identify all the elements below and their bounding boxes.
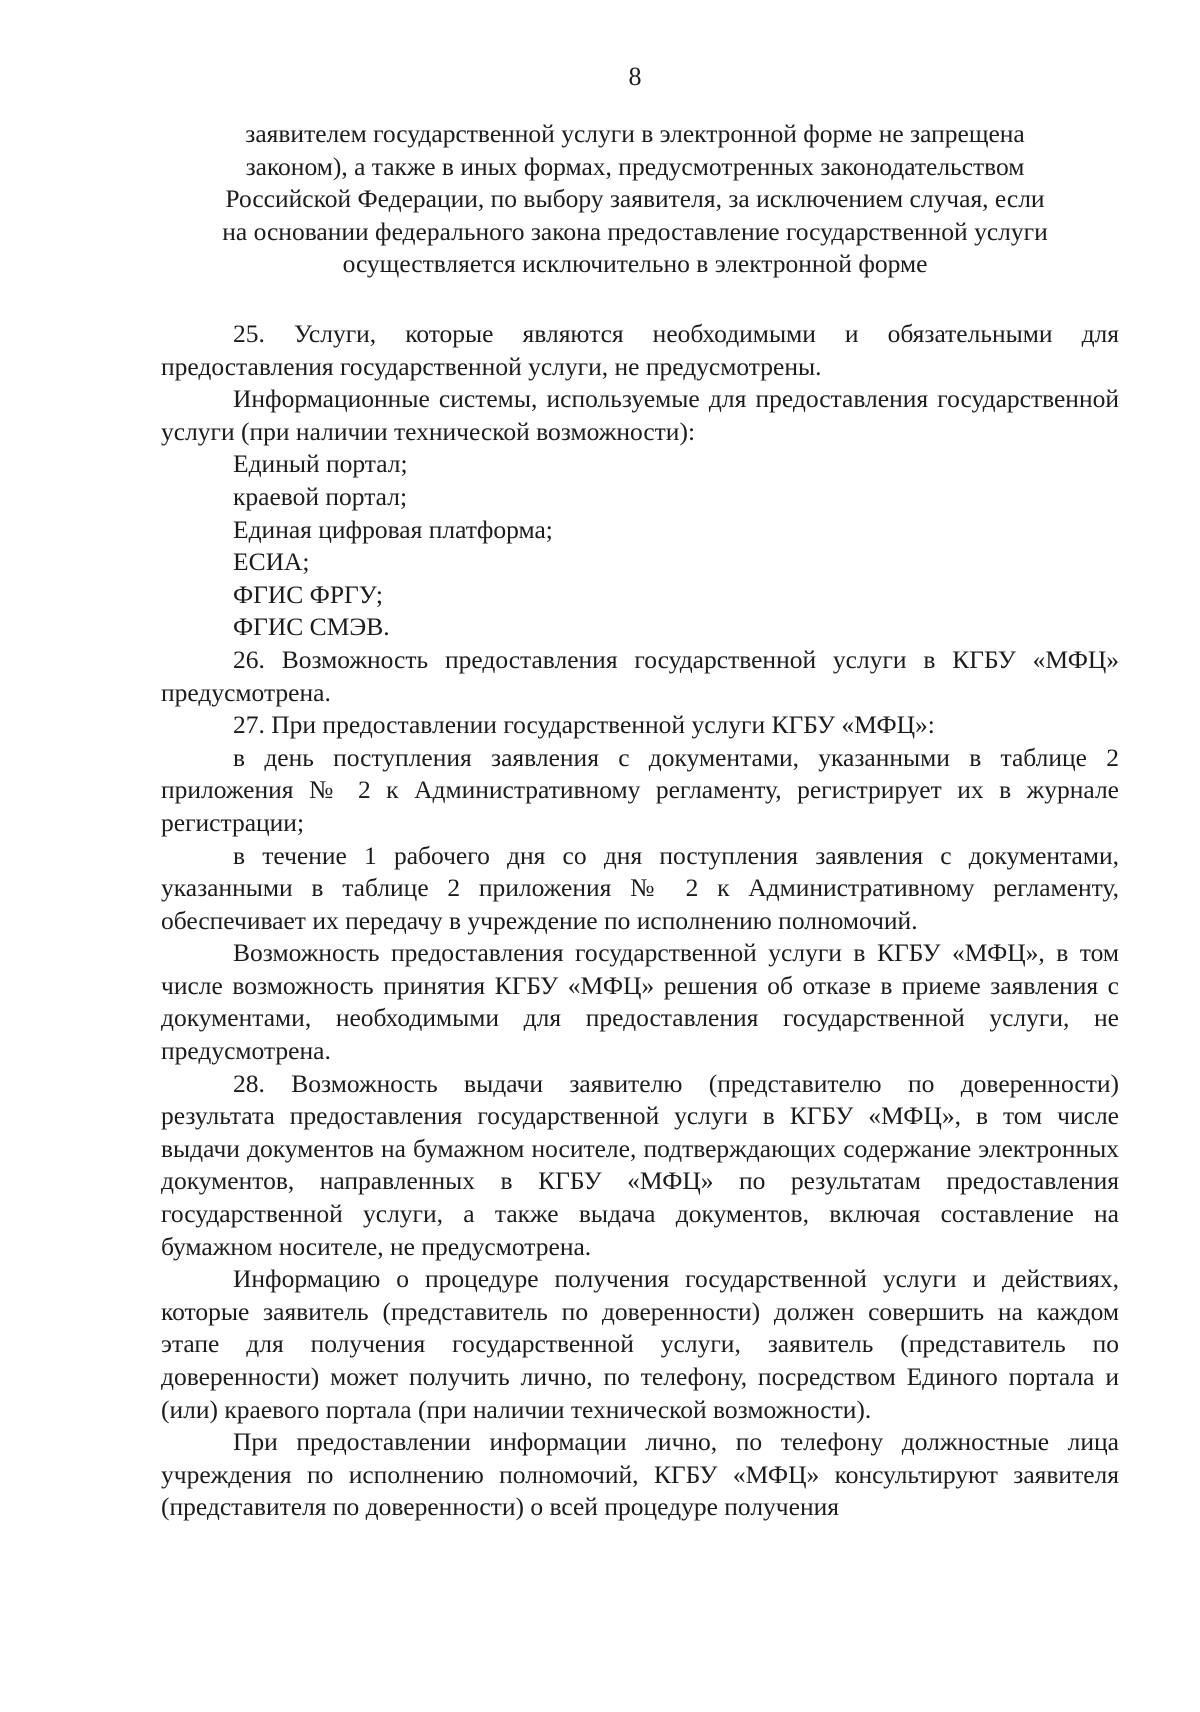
heading-line: законом), а также в иных формах, предусмотренных законодательством [245, 151, 1025, 181]
system-list-item: ЕСИА; [233, 547, 310, 577]
paragraph-28-consult: При предоставлении информации лично, по телефону должностные лица учреждения по исполнению полномочий, КГБУ «МФЦ» консультируют заявителя (представителя по доверенности) о всей процедуре получения [161, 1427, 1119, 1522]
information-systems-intro: Информационные системы, используемые для предоставления государственной услуги (при наличии технической возможности): [161, 384, 1119, 446]
paragraph-28: 28. Возможность выдачи заявителю (представителю по доверенности) результата предоставления государственной услуги в КГБУ «МФЦ», в том числе выдачи документов на бумажном носителе, подтверждающих содержание электронных документов, направленных в КГБУ «МФЦ» по результатам предоставления государственной услуги, а также выдача документов, включая составление на бумажном носителе, не предусмотрена. [161, 1068, 1119, 1261]
paragraph-26: 26. Возможность предоставления государственной услуги в КГБУ «МФЦ» предусмотрена. [161, 644, 1119, 707]
heading-line: осуществляется исключительно в электронной форме [342, 249, 928, 279]
system-list-item: Единый портал; [233, 449, 408, 479]
paragraph-27-item-transfer: в течение 1 рабочего дня со дня поступления заявления с документами, указанными в таблице 2 приложения № 2 к Административному регламенту, обеспечивает их передачу в учреждение по исполнению полномочий. [161, 840, 1119, 935]
system-list-item: краевой портал; [233, 481, 408, 511]
paragraph-27-intro: 27. При предоставлении государственной услуги КГБУ «МФЦ»: [233, 710, 935, 740]
system-list-item: Единая цифровая платформа; [233, 514, 553, 544]
page-number: 8 [628, 62, 642, 91]
paragraph-27-note: Возможность предоставления государственной услуги в КГБУ «МФЦ», в том числе возможность принятия КГБУ «МФЦ» решения об отказе в приеме заявления с документами, необходимыми для предоставления государственной услуги, не предусмотрена. [161, 938, 1119, 1066]
document-body [161, 318, 1119, 1524]
paragraph-28-info: Информацию о процедуре получения государственной услуги и действиях, которые заявитель (представитель по доверенности) должен совершить на каждом этапе для получения государственной услуги, заявитель (представитель по доверенности) может получить лично, по телефону, посредством Единого портала и (или) краевого портала (при наличии технической возможности). [161, 1264, 1119, 1424]
system-list-item: ФГИС ФРГУ; [233, 579, 383, 609]
heading-line: на основании федерального закона предоставление государственной услуги [222, 216, 1048, 246]
heading-line: заявителем государственной услуги в электронной форме не запрещена [245, 119, 1025, 148]
paragraph-25: 25. Услуги, которые являются необходимыми и обязательными для предоставления государственной услуги, не предусмотрены. [161, 319, 1119, 381]
section-heading [140, 118, 1130, 281]
paragraph-27-item-registration: в день поступления заявления с документами, указанными в таблице 2 приложения № 2 к Административному регламенту, регистрирует их в журнале регистрации; [161, 742, 1119, 837]
heading-line: Российской Федерации, по выбору заявителя, за исключением случая, если [225, 184, 1045, 214]
system-list-item: ФГИС СМЭВ. [233, 612, 390, 642]
